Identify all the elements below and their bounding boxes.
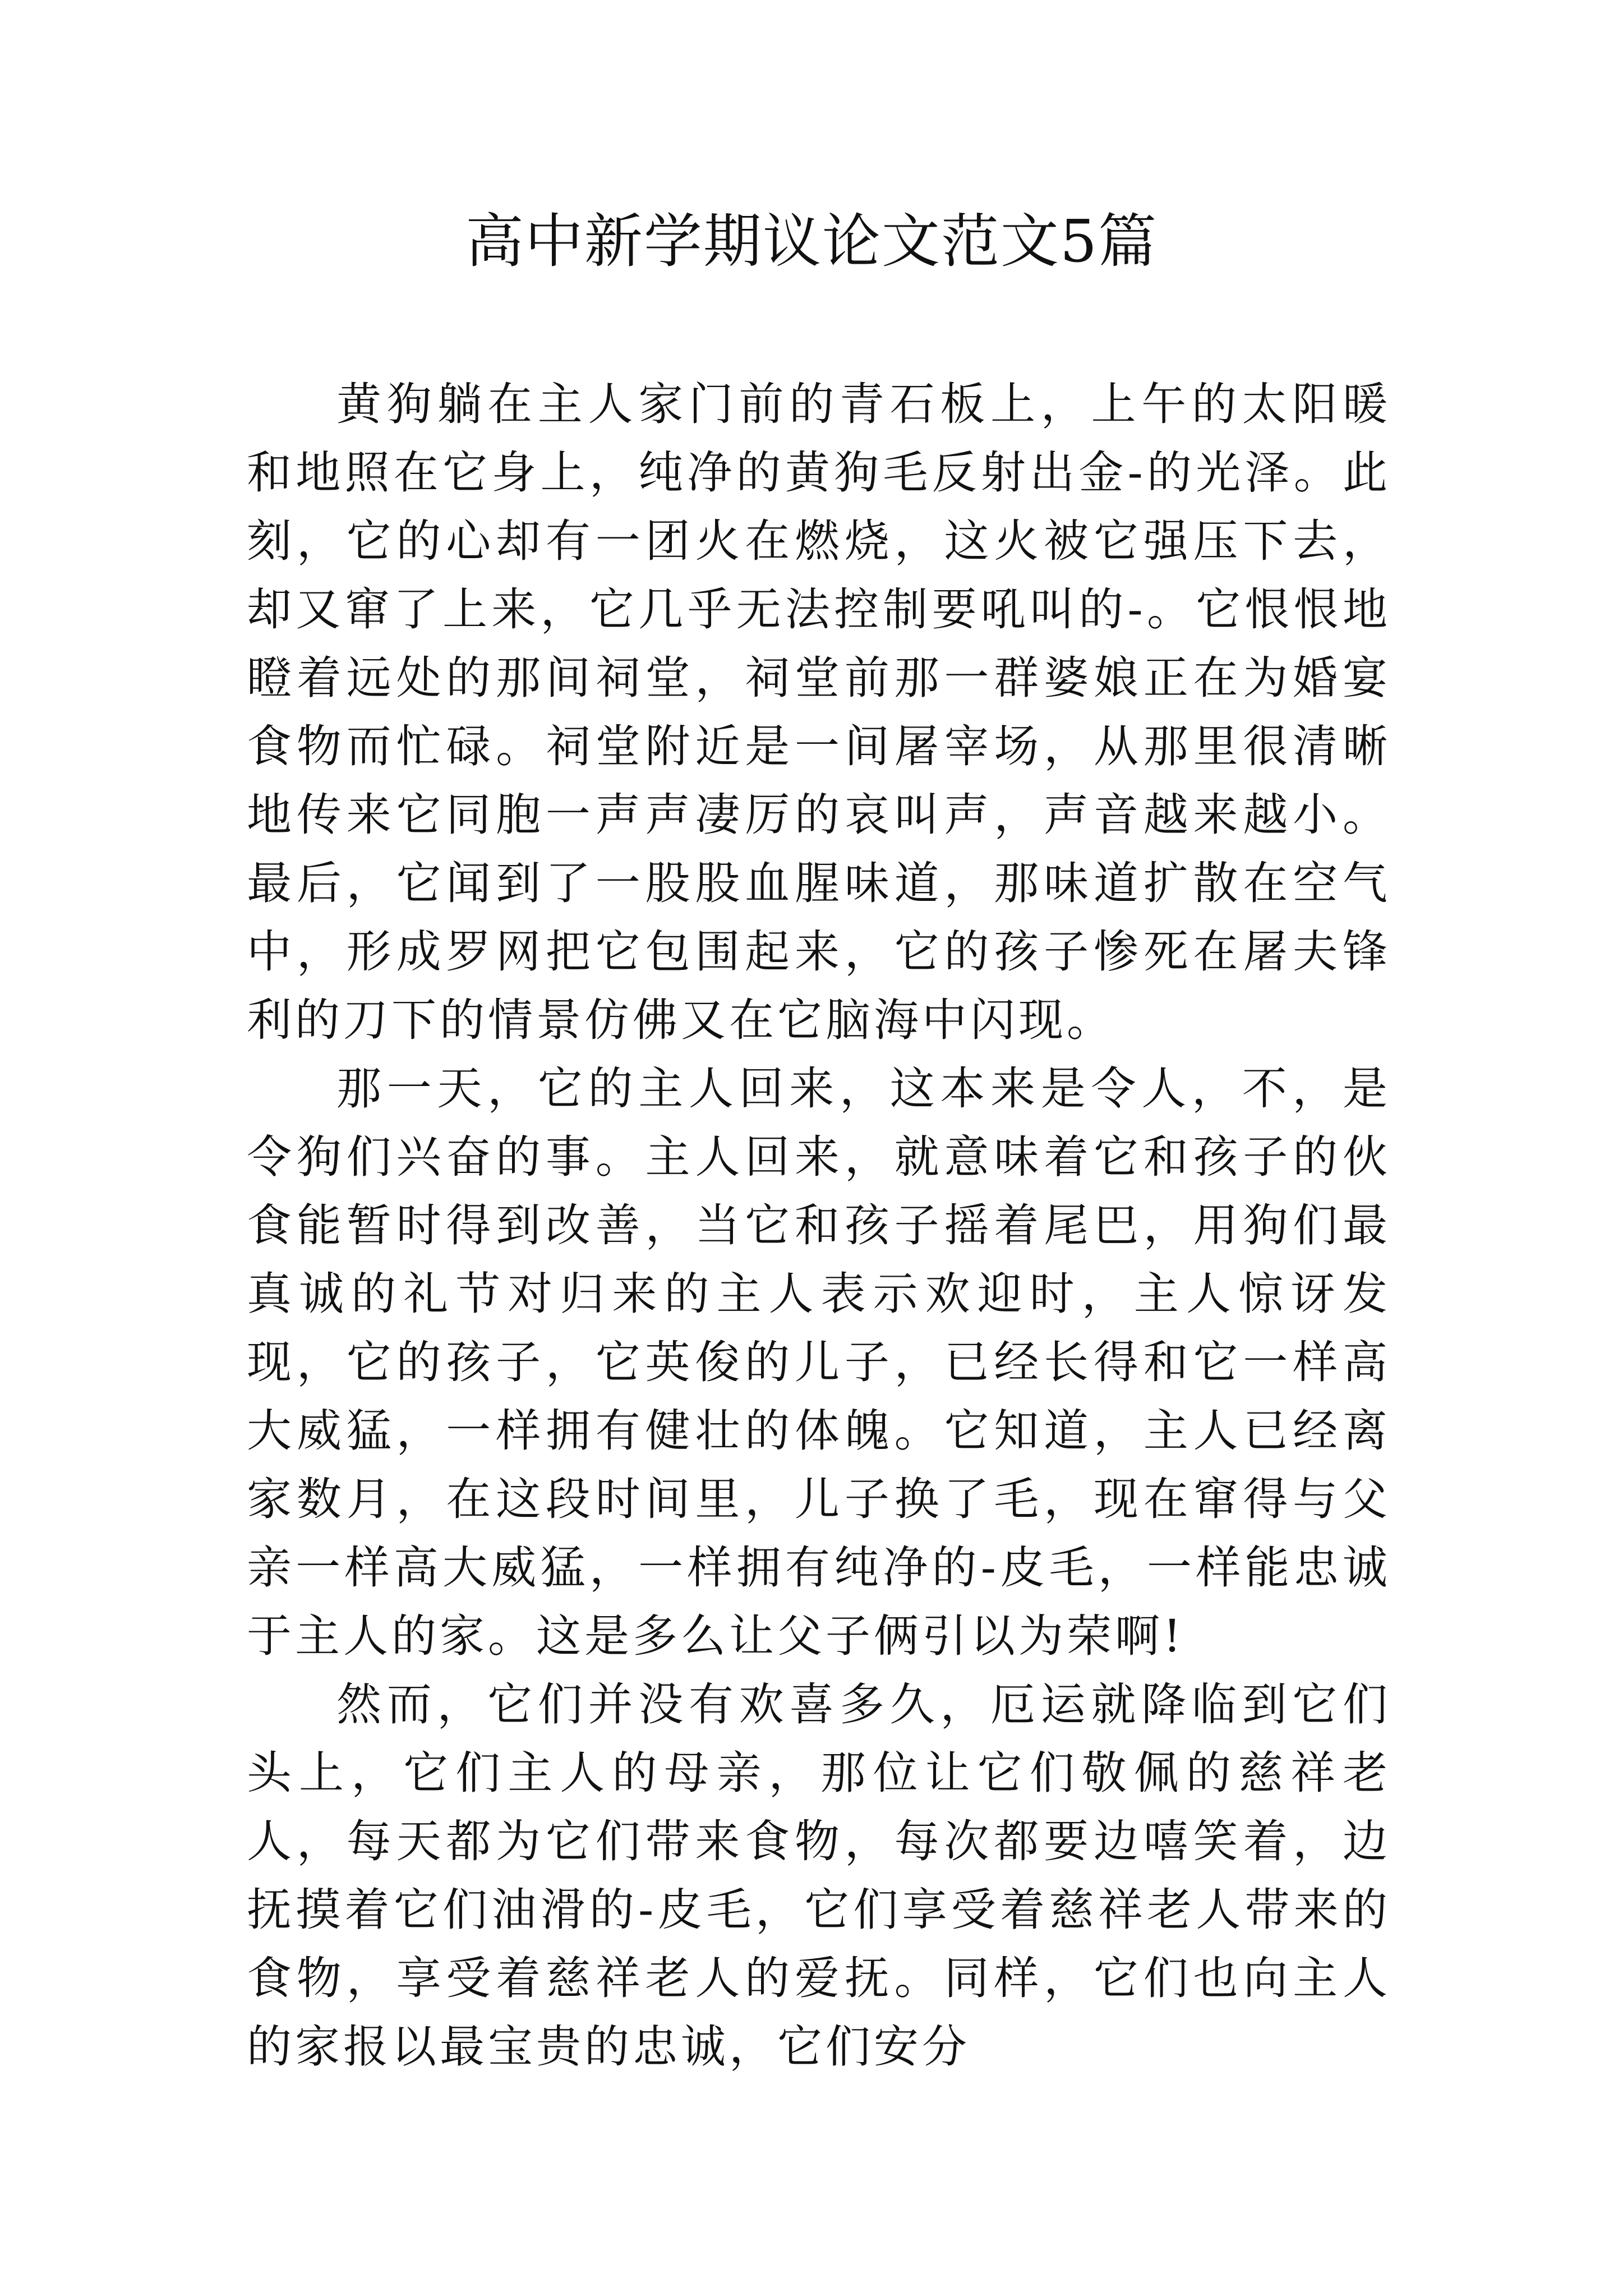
document-body [247,370,1391,2081]
paragraph-2: 那一天，它的主人回来，这本来是令人，不，是令狗们兴奋的事。主人回来，就意味着它和孩子的伙食能暂时得到改善，当它和孩子摇着尾巴，用狗们最真诚的礼节对归来的主人表示欢迎时，主人惊讶发现，它的孩子，它英俊的儿子，已经长得和它一样高大威猛，一样拥有健壮的体魄。它知道，主人已经离家数月，在这段时间里，儿子换了毛，现在窜得与父亲一样高大威猛，一样拥有纯净的-皮毛，一样能忠诚于主人的家。这是多么让父子俩引以为荣啊! [247,1062,1391,1662]
document-title: 高中新学期议论文范文5篇 [465,207,1158,275]
paragraph-3: 然而，它们并没有欢喜多久，厄运就降临到它们头上，它们主人的母亲，那位让它们敬佩的慈祥老人，每天都为它们带来食物，每次都要边嘻笑着，边抚摸着它们油滑的-皮毛，它们享受着慈祥老人带来的食物，享受着慈祥老人的爱抚。同样，它们也向主人的家报以最宝贵的忠诚，它们安分 [247,1678,1391,2073]
paragraph-1: 黄狗躺在主人家门前的青石板上，上午的太阳暖和地照在它身上，纯净的黄狗毛反射出金-的光泽。此刻，它的心却有一团火在燃烧，这火被它强压下去，却又窜了上来，它几乎无法控制要吼叫的-。它恨恨地瞪着远处的那间祠堂，祠堂前那一群婆娘正在为婚宴食物而忙碌。祠堂附近是一间屠宰场，从那里很清晰地传来它同胞一声声凄厉的哀叫声，声音越来越小。最后，它闻到了一股股血腥味道，那味道扩散在空气中，形成罗网把它包围起来，它的孩子惨死在屠夫锋利的刀下的情景仿佛又在它脑海中闪现。 [247,378,1391,1046]
